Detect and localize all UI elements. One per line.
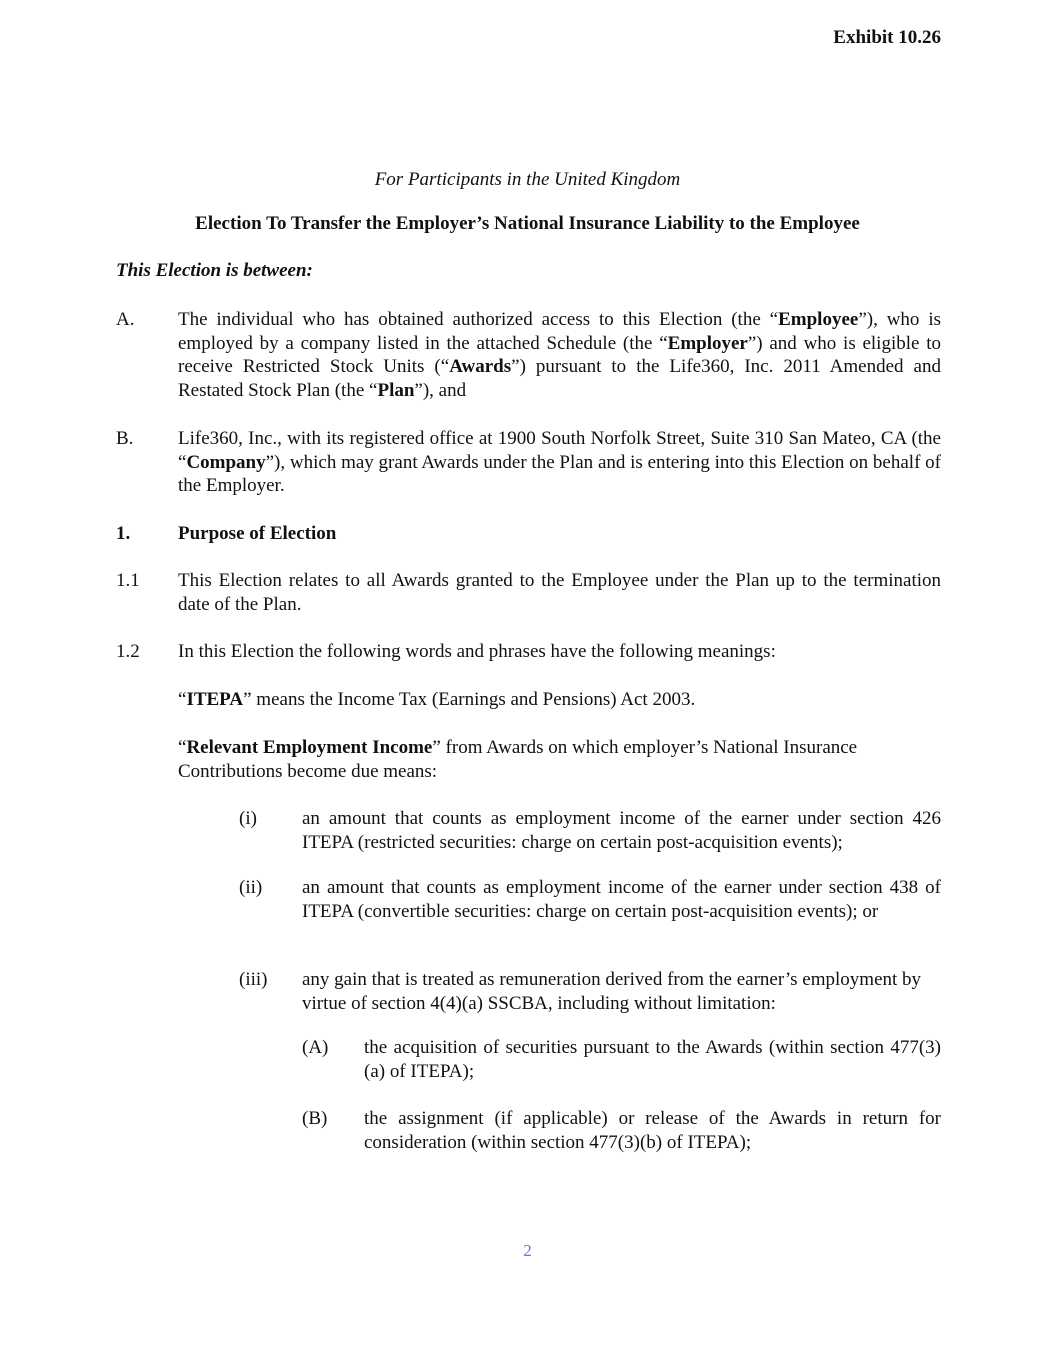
sub-list-item-text: the assignment (if applicable) or release of the Awards in return for consideration (within section 477(3)(b) of ITEPA); xyxy=(364,1108,941,1153)
parties-heading: This Election is between: xyxy=(116,260,313,281)
party-b-text: Life360, Inc., with its registered office at 1900 South Norfolk Street, Suite 310 San Mateo, CA (the “Company”), which may grant Awards under the Plan and is entering into this Election on behalf of the Employer. xyxy=(178,428,941,496)
list-item-text: an amount that counts as employment income of the earner under section 438 of ITEPA (convertible securities: charge on certain post-acquisition events); or xyxy=(302,877,941,922)
list-item-text: an amount that counts as employment income of the earner under section 426 ITEPA (restricted securities: charge on certain post-acquisition events); xyxy=(302,808,941,853)
clause-1-2-text: In this Election the following words and phrases have the following meanings: xyxy=(178,641,776,662)
defined-term-plan: Plan xyxy=(377,379,415,401)
exhibit-label: Exhibit 10.26 xyxy=(833,27,941,48)
sub-list-item-text: the acquisition of securities pursuant to the Awards (within section 477(3)(a) of ITEPA); xyxy=(364,1037,941,1082)
page-number: 2 xyxy=(523,1241,532,1260)
document-title: Election To Transfer the Employer’s National Insurance Liability to the Employee xyxy=(195,213,860,234)
defined-term-awards: Awards xyxy=(449,356,512,377)
document-subtitle: For Participants in the United Kingdom xyxy=(374,169,681,190)
party-a-label: A. xyxy=(116,309,135,330)
definition-itepa: “ITEPA” means the Income Tax (Earnings and Pensions) Act 2003. xyxy=(178,689,696,710)
party-a-text: The individual who has obtained authorized access to this Election (the “Employee”), who is employed by a company listed in the attached Schedule (the “Employer”) and who is eligible to receive Restricted Stock Units (“Awards”) pursuant to the Life360, Inc. 2011 Amended and Restated Stock Plan (the “Plan”), and xyxy=(178,309,942,401)
definition-relevant-employment-income: “Relevant Employment Income” from Awards on which employer’s National Insurance Contributions become due means: xyxy=(178,737,858,782)
clause-1-2-number: 1.2 xyxy=(116,641,140,662)
section-1-number: 1. xyxy=(116,523,131,544)
defined-term-relevant-employment-income: Relevant Employment Income xyxy=(186,737,433,758)
defined-term-itepa: ITEPA xyxy=(186,689,244,710)
defined-term-employer: Employer xyxy=(667,332,748,354)
defined-term-company: Company xyxy=(186,451,266,473)
list-item-label: (ii) xyxy=(239,877,263,898)
list-item-label: (iii) xyxy=(239,969,268,990)
party-b-label: B. xyxy=(116,428,134,449)
clause-1-1-number: 1.1 xyxy=(116,570,140,591)
section-1-heading: Purpose of Election xyxy=(178,523,337,544)
sub-list-item-label: (A) xyxy=(302,1037,329,1058)
list-item-text: any gain that is treated as remuneration derived from the earner’s employment by virtue of section 4(4)(a) SSCBA, including without limitation: xyxy=(302,969,922,1014)
list-item-label: (i) xyxy=(239,808,257,829)
clause-1-1-text: This Election relates to all Awards granted to the Employee under the Plan up to the termination date of the Plan. xyxy=(178,570,941,615)
defined-term-employee: Employee xyxy=(778,309,859,330)
sub-list-item-label: (B) xyxy=(302,1108,328,1129)
